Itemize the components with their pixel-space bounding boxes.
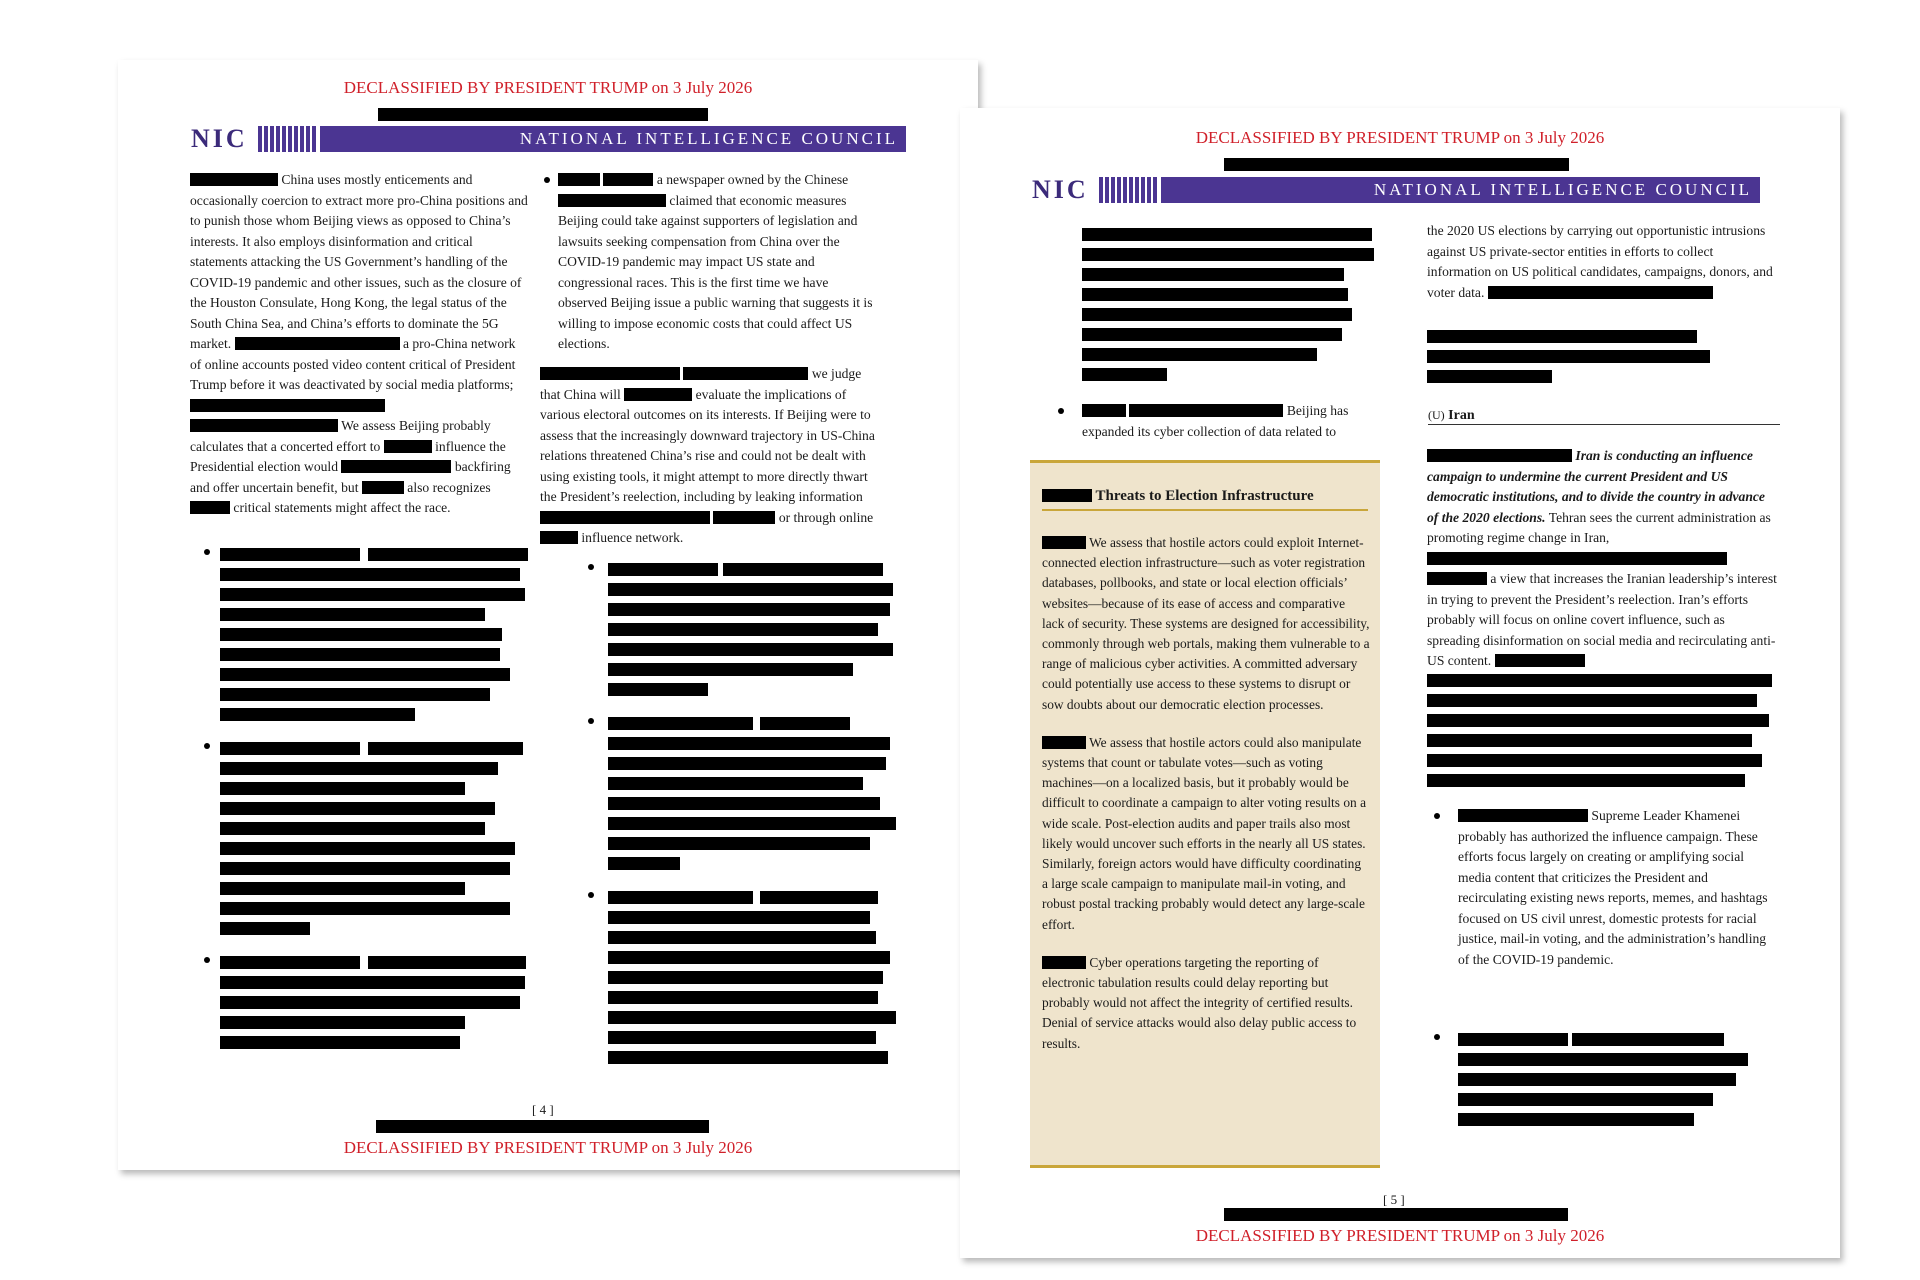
redaction	[220, 976, 525, 989]
redaction	[540, 367, 680, 380]
redaction	[368, 548, 528, 561]
redaction	[384, 440, 432, 453]
redaction	[1427, 674, 1772, 687]
redaction	[608, 603, 890, 616]
redaction	[1427, 754, 1762, 767]
declassified-banner-top: DECLASSIFIED BY PRESIDENT TRUMP on 3 July 2026	[343, 78, 753, 97]
redaction	[540, 531, 578, 544]
classification-marking: (U)	[1428, 408, 1445, 422]
redaction	[1082, 404, 1126, 417]
page4-right-bullet1b: claimed that economic measures Beijing could take against supporters of legislation and lawsuits seeking compensation from China over the COVID-19 pandemic may impact US state and congressional races. This is the first time we have observed Beijing issue a public warning that suggests it is willing to impose economic costs that could affect US elections.	[558, 192, 873, 351]
redaction	[1082, 228, 1372, 241]
document-page-5	[960, 108, 1840, 1258]
nic-name: NATIONAL INTELLIGENCE COUNCIL	[320, 126, 906, 152]
redaction	[1572, 1033, 1724, 1046]
redaction	[220, 882, 465, 895]
redaction	[624, 388, 692, 401]
bullet-dot	[204, 957, 210, 963]
redaction	[220, 648, 500, 661]
redaction	[760, 717, 850, 730]
redaction	[1082, 308, 1352, 321]
redaction	[608, 817, 896, 830]
redaction	[608, 1051, 888, 1064]
bullet-dot	[588, 564, 594, 570]
redaction	[220, 708, 415, 721]
page5-left-bullet-text: Beijing has expanded its cyber collection of data related to	[1082, 403, 1349, 439]
redaction	[1458, 809, 1588, 822]
redaction	[608, 643, 893, 656]
page4-left-p2c: backfiring and offer uncertain benefit, but	[190, 459, 511, 495]
redaction	[220, 902, 510, 915]
box-p1: We assess that hostile actors could exploit Internet-connected election infrastructure—such as voter registration databases, pollbooks, and state or local election officials’ websites—because of its ease of access and comparative lack of security. These systems are designed for accessibility, commonly through web portals, making them vulnerable to a range of malicious cyber activities. A committed adversary could potentially use access to these systems to disrupt or sow doubts about our democratic election processes.	[1042, 535, 1370, 712]
nic-stripes-icon	[1099, 177, 1159, 203]
redaction	[1082, 348, 1317, 361]
redaction	[540, 511, 710, 524]
bullet-dot	[1434, 813, 1440, 819]
nic-header	[191, 125, 906, 153]
page4-right-p1a: we judge that China will	[540, 366, 862, 402]
redaction-bar	[376, 1120, 709, 1133]
redaction	[1427, 552, 1727, 565]
declassified-banner-bottom: DECLASSIFIED BY PRESIDENT TRUMP on 3 July 2026	[343, 1138, 753, 1157]
box-p3: Cyber operations targeting the reporting of electronic tabulation results could delay reporting but probably would not affect the integrity of certified results. Denial of service attacks would also delay public access to results.	[1042, 954, 1357, 1051]
redaction	[608, 1031, 876, 1044]
redaction-bar	[1224, 1208, 1568, 1221]
nic-header	[1032, 176, 1760, 204]
redaction	[1129, 404, 1283, 417]
redaction	[1427, 734, 1752, 747]
box-title	[1042, 488, 1368, 511]
redaction	[608, 837, 870, 850]
nic-stripes-icon	[258, 126, 318, 152]
redaction	[608, 663, 853, 676]
page4-left-column	[190, 170, 530, 533]
page4-right-p1b: evaluate the implications of various electoral outcomes on its interests. If Beijing were to assess that the increasingly downward trajectory in US-China relations threatened China’s rise and could not be dealt with using existing tools, it might attempt to more directly thwart the President’s reelection, including by leaking information	[540, 386, 875, 504]
page-number: [ 5 ]	[1383, 1192, 1405, 1207]
document-page-4	[118, 60, 978, 1170]
redaction	[608, 777, 863, 790]
redaction	[190, 399, 385, 412]
redaction	[1427, 449, 1572, 462]
redaction	[220, 548, 360, 561]
iran-section-heading	[1428, 408, 1780, 425]
redaction	[760, 891, 878, 904]
redaction	[1458, 1073, 1736, 1086]
iran-heading-text: Iran	[1448, 408, 1475, 423]
bullet-dot	[204, 549, 210, 555]
redaction	[220, 628, 502, 641]
page4-right-column	[558, 170, 876, 369]
redaction	[190, 501, 230, 514]
redaction	[362, 481, 404, 494]
nic-acronym: NIC	[1032, 175, 1089, 204]
redaction	[1427, 774, 1745, 787]
page4-left-p1: China uses mostly enticements and occasionally coercion to extract more pro-China positions and to punish those whom Beijing views as opposed to China’s interests. It also employs disinformation and critical statements attacking the US Government’s handling of the COVID-19 pandemic and other issues, such as the closure of the Houston Consulate, Hong Kong, the legal status of the South China Sea, and China’s efforts to dominate the 5G market.	[190, 172, 528, 351]
redaction	[1082, 288, 1348, 301]
declassified-banner-top: DECLASSIFIED BY PRESIDENT TRUMP on 3 July 2026	[1195, 128, 1605, 147]
redaction	[1082, 268, 1344, 281]
redaction	[220, 842, 515, 855]
redaction	[608, 1011, 896, 1024]
page4-right-p1c: or through online	[778, 509, 874, 525]
redaction	[220, 956, 360, 969]
bullet-dot	[544, 177, 550, 183]
page5-right-top	[1427, 221, 1779, 317]
redaction	[1488, 286, 1713, 299]
redaction	[608, 683, 708, 696]
redaction	[608, 623, 878, 636]
redaction	[1427, 330, 1697, 343]
bullet-dot	[1058, 408, 1064, 414]
redaction	[1082, 328, 1342, 341]
redaction	[1082, 368, 1167, 381]
redaction	[220, 996, 520, 1009]
redaction	[190, 173, 278, 186]
redaction	[220, 742, 360, 755]
page4-left-p1b: a pro-China network of online accounts posted video content critical of President Trump before it was deactivated by social media platforms;	[190, 336, 516, 392]
nic-name: NATIONAL INTELLIGENCE COUNCIL	[1161, 177, 1760, 203]
redaction	[558, 173, 600, 186]
redaction	[608, 991, 878, 1004]
redaction	[1427, 572, 1487, 585]
box-title-text: Threats to Election Infrastructure	[1095, 488, 1314, 504]
redaction	[608, 931, 876, 944]
redaction	[220, 762, 498, 775]
redaction	[1427, 694, 1757, 707]
redaction	[235, 337, 400, 350]
redaction	[608, 583, 893, 596]
page4-left-p2b: influence the Presidential election would	[190, 438, 506, 474]
box-body	[1042, 533, 1370, 1072]
redaction	[608, 737, 890, 750]
redaction	[220, 668, 510, 681]
redaction	[220, 822, 485, 835]
redaction	[220, 802, 495, 815]
redaction	[608, 717, 753, 730]
redaction	[220, 608, 485, 621]
redaction	[220, 922, 310, 935]
page5-left-bullet	[1082, 401, 1382, 456]
redaction	[220, 1036, 460, 1049]
redaction	[608, 797, 880, 810]
page4-left-p2e: critical statements might affect the race.	[233, 500, 451, 515]
redaction	[608, 757, 886, 770]
redaction	[608, 563, 718, 576]
page5-right-cont: the 2020 US elections by carrying out opportunistic intrusions against US private-sector entities in efforts to collect information on US political candidates, campaigns, donors, and voter data.	[1427, 223, 1773, 300]
bullet-dot	[204, 743, 210, 749]
redaction	[683, 367, 808, 380]
redaction	[608, 971, 883, 984]
box-p2: We assess that hostile actors could also manipulate systems that count or tabulate votes—such as voting machines—on a localized basis, but it probably would be difficult to coordinate a campaign to alter voting results on a wide scale. Post-election audits and paper trails also most likely would uncover such efforts in the nearly all US states. Similarly, foreign actors would have difficulty coordinating a large scale campaign to manipulate mail-in voting, and robust postal tracking probably would detect any large-scale effort.	[1042, 734, 1367, 932]
iran-p-rest: Tehran sees the current administration as promoting regime change in Iran,	[1427, 509, 1771, 545]
redaction	[1042, 956, 1086, 969]
iran-p2: a view that increases the Iranian leadership’s interest in trying to prevent the President’s reelection. Iran’s efforts probably will focus on online covert influence, such as spreading disinformation on social media and recirculating anti-US content.	[1427, 571, 1777, 668]
page5-khamenei-bullet	[1458, 806, 1778, 984]
redaction	[1042, 489, 1092, 502]
redaction	[608, 857, 680, 870]
bullet-dot	[588, 892, 594, 898]
redaction	[558, 194, 666, 207]
iran-key-judgment: Iran is conducting an influence campaign to undermine the current President and US democratic institutions, and to divide the country in advance of the 2020 elections.	[1427, 448, 1765, 525]
redaction	[1458, 1093, 1713, 1106]
page4-right-p1d: influence network.	[581, 530, 684, 545]
redaction	[190, 419, 338, 432]
page5-iran-para	[1427, 446, 1779, 686]
redaction	[1082, 248, 1374, 261]
khamenei-a: Supreme Leader	[1591, 808, 1681, 823]
redaction	[220, 588, 525, 601]
redaction	[723, 563, 883, 576]
page-number: [ 4 ]	[532, 1102, 554, 1117]
redaction	[603, 173, 653, 186]
redaction	[220, 782, 465, 795]
redaction	[713, 511, 775, 524]
redaction	[341, 460, 451, 473]
redaction-bar	[378, 108, 708, 121]
redaction	[1042, 536, 1086, 549]
threats-election-infrastructure-box	[1030, 460, 1380, 1168]
redaction	[368, 742, 523, 755]
redaction	[1042, 736, 1086, 749]
redaction	[220, 568, 520, 581]
page4-right-para	[540, 364, 878, 563]
page4-right-bullet1a: a newspaper owned by the Chinese	[656, 172, 849, 187]
page4-left-p2d: also recognizes	[407, 479, 491, 495]
redaction	[1458, 1033, 1568, 1046]
redaction	[1427, 370, 1552, 383]
redaction-bar	[1224, 158, 1569, 171]
redaction	[368, 956, 526, 969]
redaction	[1495, 654, 1585, 667]
redaction	[608, 911, 870, 924]
redaction	[1458, 1053, 1748, 1066]
declassified-banner-bottom: DECLASSIFIED BY PRESIDENT TRUMP on 3 July 2026	[1195, 1226, 1605, 1245]
nic-acronym: NIC	[191, 124, 248, 153]
redaction	[220, 1016, 465, 1029]
redaction	[608, 891, 753, 904]
bullet-dot	[1434, 1034, 1440, 1040]
bullet-dot	[588, 718, 594, 724]
khamenei-b: Khamenei probably has authorized the influence campaign. These efforts focus largely on creating or amplifying social media content that criticizes the President and recirculating existing news reports, memes, and hashtags focused on US civil unrest, domestic protests for racial justice, mail-in voting, and the administration’s handling of the COVID-19 pandemic.	[1458, 808, 1768, 967]
redaction	[1427, 714, 1769, 727]
redaction	[608, 951, 890, 964]
redaction	[1427, 350, 1710, 363]
redaction	[1458, 1113, 1694, 1126]
redaction	[220, 688, 490, 701]
redaction	[220, 862, 510, 875]
page4-left-p2a: We assess Beijing probably calculates that a concerted effort to	[190, 418, 491, 454]
